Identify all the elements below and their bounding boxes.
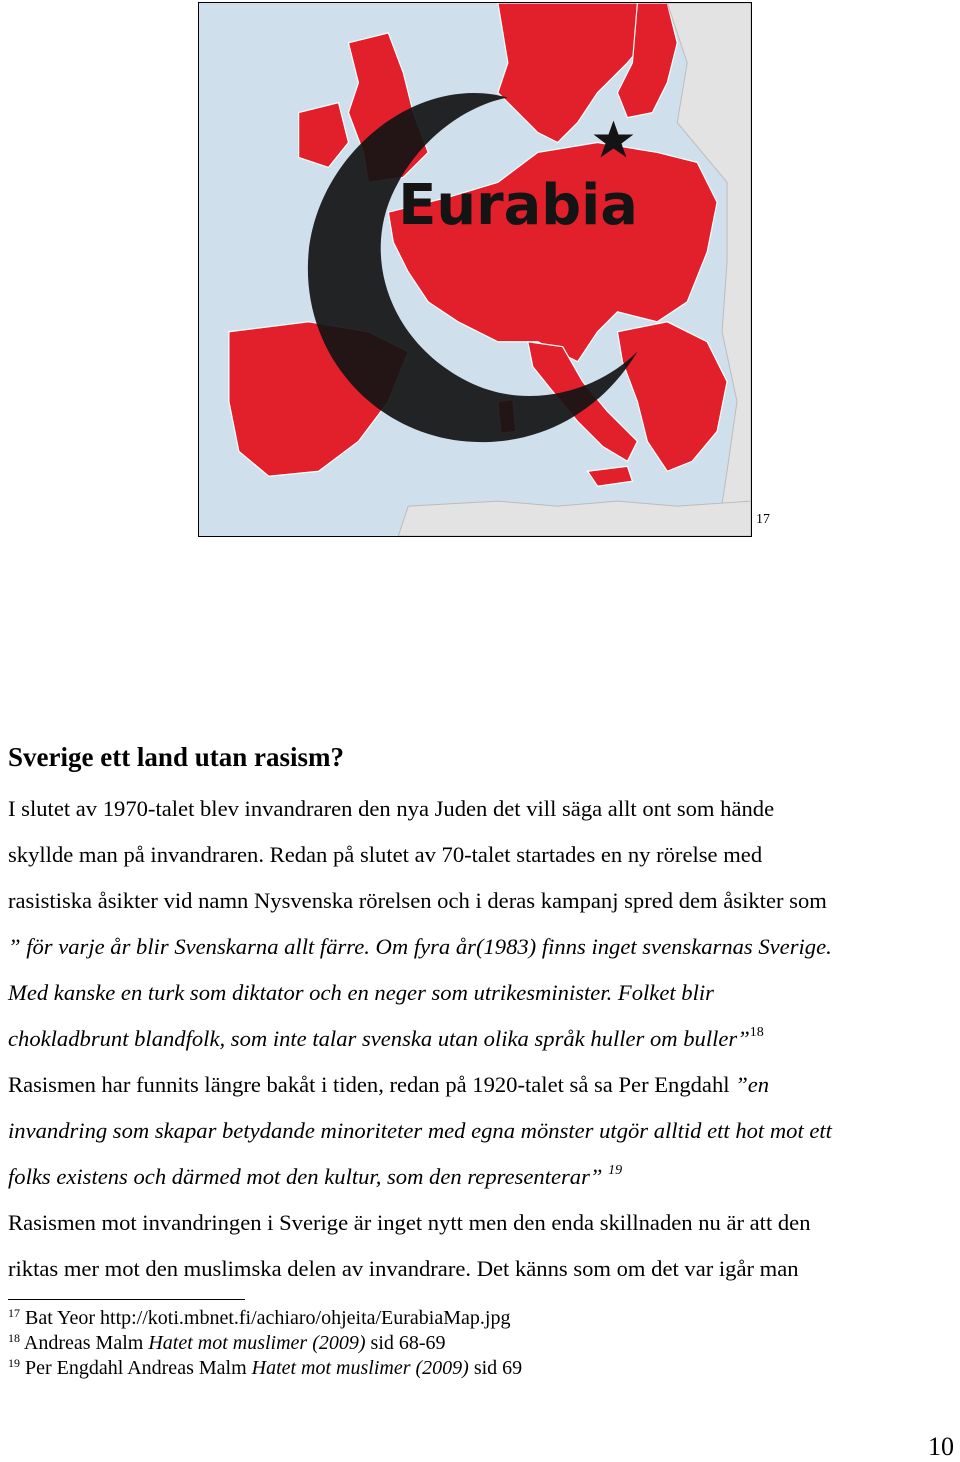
footnotes bbox=[8, 1306, 522, 1381]
footnote-19 bbox=[8, 1356, 522, 1381]
body-line-6 bbox=[8, 1016, 956, 1062]
footnote-text: Per Engdahl Andreas Malm bbox=[25, 1357, 252, 1379]
body-line-4 bbox=[8, 924, 956, 970]
footnote-17 bbox=[8, 1306, 522, 1331]
footnote-title: Hatet mot muslimer (2009) bbox=[251, 1357, 469, 1379]
page-number: 10 bbox=[928, 1432, 954, 1461]
footnote-text: Bat Yeor http://koti.mbnet.fi/achiaro/ohjeita/EurabiaMap.jpg bbox=[25, 1307, 511, 1329]
body-line-11: riktas mer mot den muslimska delen av invandrare. Det känns som om det var igår man bbox=[8, 1256, 799, 1281]
body-line-10: Rasismen mot invandringen i Sverige är inget nytt men den enda skillnaden nu är att den bbox=[8, 1210, 811, 1235]
quote-italic-1: ” för varje år blir Svenskarna allt färre. Om fyra år(1983) finns inget svenskarnas Sverige. bbox=[8, 934, 832, 959]
footnote-number: 17 bbox=[8, 1306, 20, 1320]
eurabia-map-figure bbox=[198, 2, 752, 537]
footnote-separator bbox=[8, 1299, 245, 1300]
body-line-7-text: Rasismen har funnits längre bakåt i tiden, redan på 1920-talet så sa Per Engdahl bbox=[8, 1072, 730, 1097]
footnote-pages: sid 69 bbox=[468, 1357, 523, 1379]
map-label: Eurabia bbox=[398, 173, 638, 239]
body-line-3: rasistiska åsikter vid namn Nysvenska rörelsen och i deras kampanj spred dem åsikter som bbox=[8, 888, 827, 913]
footnote-ref-19: 19 bbox=[608, 1163, 623, 1178]
body-line-2: skyllde man på invandraren. Redan på slutet av 70-talet startades en ny rörelse med bbox=[8, 842, 763, 867]
footnote-number: 19 bbox=[8, 1356, 20, 1370]
footnote-pages: sid 68-69 bbox=[365, 1332, 446, 1354]
section-heading: Sverige ett land utan rasism? bbox=[8, 742, 344, 772]
quote-italic-5: folks existens och därmed mot den kultur, som den representerar” bbox=[8, 1164, 603, 1189]
body-paragraph bbox=[8, 786, 956, 1292]
footnote-ref-18: 18 bbox=[749, 1025, 764, 1040]
body-line-8 bbox=[8, 1108, 956, 1154]
body-line-9 bbox=[8, 1154, 956, 1200]
figure-footnote-ref: 17 bbox=[756, 512, 770, 527]
footnote-number: 18 bbox=[8, 1331, 20, 1345]
quote-italic-3: chokladbrunt blandfolk, som inte talar svenska utan olika språk huller om buller” bbox=[8, 1026, 750, 1051]
body-line-5 bbox=[8, 970, 956, 1016]
quote-italic-4: invandring som skapar betydande minoriteter med egna mönster utgör alltid ett hot mot ett bbox=[8, 1118, 832, 1143]
footnote-text: Andreas Malm bbox=[23, 1332, 149, 1354]
quote-open: ”en bbox=[735, 1072, 770, 1097]
quote-italic-2: Med kanske en turk som diktator och en neger som utrikesminister. Folket blir bbox=[8, 980, 714, 1005]
footnote-18 bbox=[8, 1331, 522, 1356]
body-line-1: I slutet av 1970-talet blev invandraren den nya Juden det vill säga allt ont som hände bbox=[8, 796, 775, 821]
body-line-7 bbox=[8, 1062, 956, 1108]
footnote-title: Hatet mot muslimer (2009) bbox=[148, 1332, 366, 1354]
